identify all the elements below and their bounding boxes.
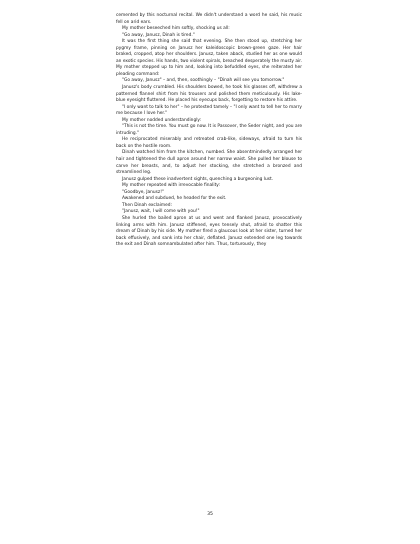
paragraph: Janusz gulped these inadvertent sights, quenching a burgeoning lust. xyxy=(122,176,274,182)
paragraph: Awakened and subdued, he headed for the exit. xyxy=(122,196,227,202)
paragraph: "Go away, Janusz" – and, then, soothingly – "Dinah will see you tomorrow." xyxy=(122,78,285,84)
paragraph: My mother repeated with irrevocable finality: xyxy=(122,183,221,189)
body-text xyxy=(116,13,302,249)
paragraph: "Janusz, wait, I will come with you!" xyxy=(122,209,200,215)
paragraph: "I only want to talk to her" – he protested tamely – "I only want to tell her to marry me because I love her." xyxy=(116,104,302,117)
paragraph: My mother beseeched him softly, shocking us all: xyxy=(122,26,230,32)
paragraph: "This is not the time. You must go now. It is Passover, the Seder night, and you are intruding." xyxy=(116,124,302,136)
paragraph: cemented by this nocturnal recital. We didn't understand a word he said, his music fell on arid ears. xyxy=(116,13,302,25)
paragraph: My mother nodded understandingly: xyxy=(122,117,202,123)
paragraph: Then Dinah exclaimed: xyxy=(122,202,172,208)
paragraph: "Go away, Janusz, Dinah is tired." xyxy=(122,32,195,38)
paragraph: "Goodbye, Janusz!" xyxy=(122,189,164,195)
paragraph: He reciprocated miserably and retreated crab-like, sideways, afraid to turn his back on the hostile room. xyxy=(116,137,302,149)
paragraph: Janusz's body crumbled. His shoulders bowed, he took his glasses off, withdrew a patterned flannel shirt from his trousers and polished them meticulously. His lake-blue eyesight fluttered. He placed his eyecups back, forgetting to restore his attire. xyxy=(116,85,302,104)
paragraph: It was the first thing she said that evening. She then stood up, stretching her pygmy frame, pinning on Janusz her kaleidoscopic brown-green gaze. Her hair braked, cropped, atop her shoulders. Janusz, taken aback, studied her as one would an exotic species. His hands, two violent spirals, breached desperately the musty air. My mother stepped up to him and, looking into befuddled eyes, she reiterated her pleading command: xyxy=(116,39,302,77)
paragraph: She hurled the bailed apron at us and went and flanked Janusz, provocatively linking arms with him. Janusz stiffened, eyes tensely shut, afraid to shatter this dream of Dinah by his side. My mother fired a glaucous look at her sister, turned her back effusively, and sank into her chair, deflated. Janusz extended one leg towards the exit and Dinah somnambulated after him. Thus, torturously, they xyxy=(116,215,302,248)
page-number: 35 xyxy=(207,512,213,517)
paragraph: Dinah watched him from the kitchen, numbed. She absentmindedly arranged her hair and tightened the dull apron around her narrow waist. She pulled her blouse to carve her breasts, and, to adjust her stocking, she stretched a bronzed and streamlined leg. xyxy=(116,150,302,176)
